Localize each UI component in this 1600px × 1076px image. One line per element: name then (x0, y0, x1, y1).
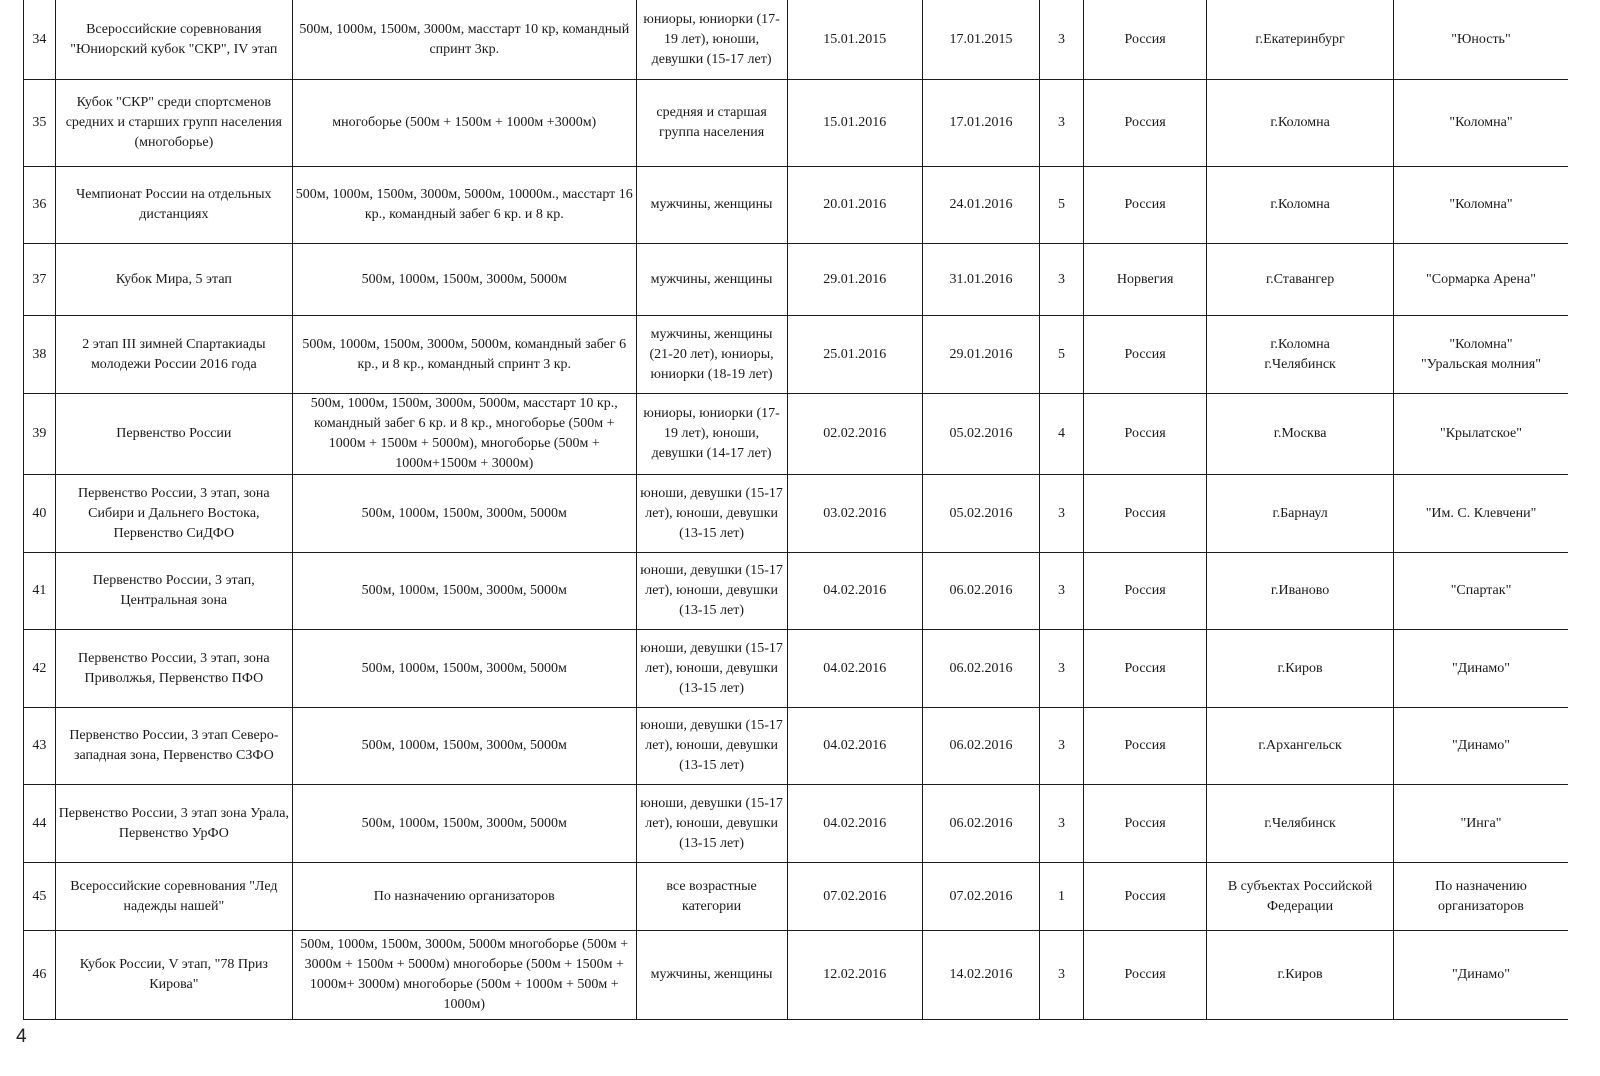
end-date-cell: 29.01.2016 (922, 316, 1039, 394)
row-number-cell: 42 (24, 630, 56, 708)
city-cell: г.Киров (1207, 931, 1394, 1020)
table-row (24, 785, 1569, 863)
country-cell: Норвегия (1084, 244, 1207, 316)
country-cell: Россия (1084, 80, 1207, 167)
table-body (24, 0, 1569, 1020)
distances-cell: 500м, 1000м, 1500м, 3000м, 5000м (292, 244, 636, 316)
distances-cell: 500м, 1000м, 1500м, 3000м, 5000м (292, 553, 636, 630)
venue-cell: "Им. С. Клевчени" (1393, 475, 1568, 553)
table-row (24, 316, 1569, 394)
table-row (24, 553, 1569, 630)
age-groups-cell: мужчины, женщины (636, 167, 787, 244)
end-date-cell: 06.02.2016 (922, 553, 1039, 630)
city-cell: г.Иваново (1207, 553, 1394, 630)
country-cell: Россия (1084, 0, 1207, 80)
start-date-cell: 15.01.2016 (787, 80, 922, 167)
city-cell: г.Коломна (1207, 80, 1394, 167)
row-number-cell: 44 (24, 785, 56, 863)
age-groups-cell: мужчины, женщины (636, 931, 787, 1020)
table-row (24, 167, 1569, 244)
competition-name-cell: Кубок России, V этап, "78 Приз Кирова" (55, 931, 292, 1020)
day-count-cell: 3 (1039, 708, 1083, 785)
competition-name-cell: Первенство России (55, 394, 292, 475)
end-date-cell: 14.02.2016 (922, 931, 1039, 1020)
country-cell: Россия (1084, 316, 1207, 394)
distances-cell: 500м, 1000м, 1500м, 3000м, 5000м (292, 475, 636, 553)
competition-name-cell: Первенство России, 3 этап Северо-западная зона, Первенство СЗФО (55, 708, 292, 785)
distances-cell: 500м, 1000м, 1500м, 3000м, 5000м (292, 785, 636, 863)
venue-cell: "Динамо" (1393, 708, 1568, 785)
day-count-cell: 3 (1039, 553, 1083, 630)
day-count-cell: 3 (1039, 475, 1083, 553)
table-row (24, 0, 1569, 80)
day-count-cell: 3 (1039, 630, 1083, 708)
end-date-cell: 17.01.2016 (922, 80, 1039, 167)
distances-cell: По назначению организаторов (292, 863, 636, 931)
start-date-cell: 04.02.2016 (787, 785, 922, 863)
competition-name-cell: Первенство России, 3 этап, Центральная зона (55, 553, 292, 630)
row-number-cell: 39 (24, 394, 56, 475)
country-cell: Россия (1084, 167, 1207, 244)
competition-name-cell: 2 этап III зимней Спартакиады молодежи России 2016 года (55, 316, 292, 394)
end-date-cell: 17.01.2015 (922, 0, 1039, 80)
distances-cell: 500м, 1000м, 1500м, 3000м, 5000м (292, 708, 636, 785)
table-row (24, 475, 1569, 553)
start-date-cell: 03.02.2016 (787, 475, 922, 553)
end-date-cell: 07.02.2016 (922, 863, 1039, 931)
venue-cell: "Юность" (1393, 0, 1568, 80)
end-date-cell: 05.02.2016 (922, 394, 1039, 475)
day-count-cell: 4 (1039, 394, 1083, 475)
competition-name-cell: Чемпионат России на отдельных дистанциях (55, 167, 292, 244)
country-cell: Россия (1084, 708, 1207, 785)
row-number-cell: 43 (24, 708, 56, 785)
country-cell: Россия (1084, 475, 1207, 553)
country-cell: Россия (1084, 863, 1207, 931)
age-groups-cell: юноши, девушки (15-17 лет), юноши, девушки (13-15 лет) (636, 708, 787, 785)
table-row (24, 708, 1569, 785)
end-date-cell: 06.02.2016 (922, 630, 1039, 708)
start-date-cell: 12.02.2016 (787, 931, 922, 1020)
row-number-cell: 34 (24, 0, 56, 80)
age-groups-cell: юниоры, юниорки (17-19 лет), юноши, девушки (15-17 лет) (636, 0, 787, 80)
day-count-cell: 3 (1039, 0, 1083, 80)
table-row (24, 80, 1569, 167)
day-count-cell: 3 (1039, 244, 1083, 316)
competition-name-cell: Всероссийские соревнования "Юниорский кубок "СКР", IV этап (55, 0, 292, 80)
city-cell: г.Коломна г.Челябинск (1207, 316, 1394, 394)
venue-cell: "Коломна" (1393, 167, 1568, 244)
country-cell: Россия (1084, 630, 1207, 708)
country-cell: Россия (1084, 931, 1207, 1020)
row-number-cell: 35 (24, 80, 56, 167)
end-date-cell: 05.02.2016 (922, 475, 1039, 553)
start-date-cell: 20.01.2016 (787, 167, 922, 244)
city-cell: г.Ставангер (1207, 244, 1394, 316)
age-groups-cell: средняя и старшая группа населения (636, 80, 787, 167)
venue-cell: "Коломна" (1393, 80, 1568, 167)
city-cell: В субъектах Российской Федерации (1207, 863, 1394, 931)
city-cell: г.Екатеринбург (1207, 0, 1394, 80)
city-cell: г.Москва (1207, 394, 1394, 475)
distances-cell: 500м, 1000м, 1500м, 3000м, 5000м, масстарт 10 кр., командный забег 6 кр. и 8 кр., многоборье (500м + 1000м + 1500м + 5000м), многоборье (500м + 1000м+1500м + 3000м) (292, 394, 636, 475)
city-cell: г.Барнаул (1207, 475, 1394, 553)
day-count-cell: 5 (1039, 316, 1083, 394)
row-number-cell: 46 (24, 931, 56, 1020)
start-date-cell: 04.02.2016 (787, 630, 922, 708)
distances-cell: 500м, 1000м, 1500м, 3000м, 5000м, командный забег 6 кр., и 8 кр., командный спринт 3 кр. (292, 316, 636, 394)
start-date-cell: 25.01.2016 (787, 316, 922, 394)
start-date-cell: 29.01.2016 (787, 244, 922, 316)
venue-cell: "Сормарка Арена" (1393, 244, 1568, 316)
start-date-cell: 07.02.2016 (787, 863, 922, 931)
country-cell: Россия (1084, 394, 1207, 475)
table-row (24, 394, 1569, 475)
country-cell: Россия (1084, 785, 1207, 863)
distances-cell: 500м, 1000м, 1500м, 3000м, масстарт 10 кр, командный спринт 3кр. (292, 0, 636, 80)
row-number-cell: 41 (24, 553, 56, 630)
venue-cell: По назначению организаторов (1393, 863, 1568, 931)
start-date-cell: 04.02.2016 (787, 553, 922, 630)
day-count-cell: 3 (1039, 785, 1083, 863)
age-groups-cell: юниоры, юниорки (17-19 лет), юноши, девушки (14-17 лет) (636, 394, 787, 475)
city-cell: г.Коломна (1207, 167, 1394, 244)
age-groups-cell: все возрастные категории (636, 863, 787, 931)
row-number-cell: 45 (24, 863, 56, 931)
venue-cell: "Коломна" "Уральская молния" (1393, 316, 1568, 394)
distances-cell: 500м, 1000м, 1500м, 3000м, 5000м (292, 630, 636, 708)
city-cell: г.Архангельск (1207, 708, 1394, 785)
venue-cell: "Спартак" (1393, 553, 1568, 630)
competition-calendar-table (23, 0, 1568, 1020)
start-date-cell: 02.02.2016 (787, 394, 922, 475)
row-number-cell: 38 (24, 316, 56, 394)
age-groups-cell: мужчины, женщины (21-20 лет), юниоры, юниорки (18-19 лет) (636, 316, 787, 394)
table-row (24, 244, 1569, 316)
page-number: 4 (16, 1026, 27, 1047)
day-count-cell: 5 (1039, 167, 1083, 244)
country-cell: Россия (1084, 553, 1207, 630)
day-count-cell: 3 (1039, 80, 1083, 167)
age-groups-cell: мужчины, женщины (636, 244, 787, 316)
city-cell: г.Киров (1207, 630, 1394, 708)
row-number-cell: 40 (24, 475, 56, 553)
age-groups-cell: юноши, девушки (15-17 лет), юноши, девушки (13-15 лет) (636, 475, 787, 553)
venue-cell: "Динамо" (1393, 630, 1568, 708)
start-date-cell: 15.01.2015 (787, 0, 922, 80)
end-date-cell: 31.01.2016 (922, 244, 1039, 316)
end-date-cell: 06.02.2016 (922, 785, 1039, 863)
distances-cell: 500м, 1000м, 1500м, 3000м, 5000м многоборье (500м + 3000м + 1500м + 5000м) многоборье (500м + 1500м + 1000м+ 3000м) многоборье (500м + 1000м + 500м + 1000м) (292, 931, 636, 1020)
row-number-cell: 36 (24, 167, 56, 244)
end-date-cell: 06.02.2016 (922, 708, 1039, 785)
table-row (24, 863, 1569, 931)
competition-name-cell: Первенство России, 3 этап, зона Приволжья, Первенство ПФО (55, 630, 292, 708)
distances-cell: многоборье (500м + 1500м + 1000м +3000м) (292, 80, 636, 167)
age-groups-cell: юноши, девушки (15-17 лет), юноши, девушки (13-15 лет) (636, 553, 787, 630)
venue-cell: "Динамо" (1393, 931, 1568, 1020)
distances-cell: 500м, 1000м, 1500м, 3000м, 5000м, 10000м., масстарт 16 кр., командный забег 6 кр. и 8 кр. (292, 167, 636, 244)
day-count-cell: 3 (1039, 931, 1083, 1020)
age-groups-cell: юноши, девушки (15-17 лет), юноши, девушки (13-15 лет) (636, 630, 787, 708)
table-row (24, 931, 1569, 1020)
competition-name-cell: Всероссийские соревнования "Лед надежды нашей" (55, 863, 292, 931)
competition-name-cell: Первенство России, 3 этап, зона Сибири и Дальнего Востока, Первенство СиДФО (55, 475, 292, 553)
row-number-cell: 37 (24, 244, 56, 316)
city-cell: г.Челябинск (1207, 785, 1394, 863)
venue-cell: "Крылатское" (1393, 394, 1568, 475)
table-row (24, 630, 1569, 708)
age-groups-cell: юноши, девушки (15-17 лет), юноши, девушки (13-15 лет) (636, 785, 787, 863)
end-date-cell: 24.01.2016 (922, 167, 1039, 244)
competition-name-cell: Кубок Мира, 5 этап (55, 244, 292, 316)
competition-name-cell: Кубок "СКР" среди спортсменов средних и старших групп населения (многоборье) (55, 80, 292, 167)
day-count-cell: 1 (1039, 863, 1083, 931)
competition-name-cell: Первенство России, 3 этап зона Урала, Первенство УрФО (55, 785, 292, 863)
venue-cell: "Инга" (1393, 785, 1568, 863)
start-date-cell: 04.02.2016 (787, 708, 922, 785)
